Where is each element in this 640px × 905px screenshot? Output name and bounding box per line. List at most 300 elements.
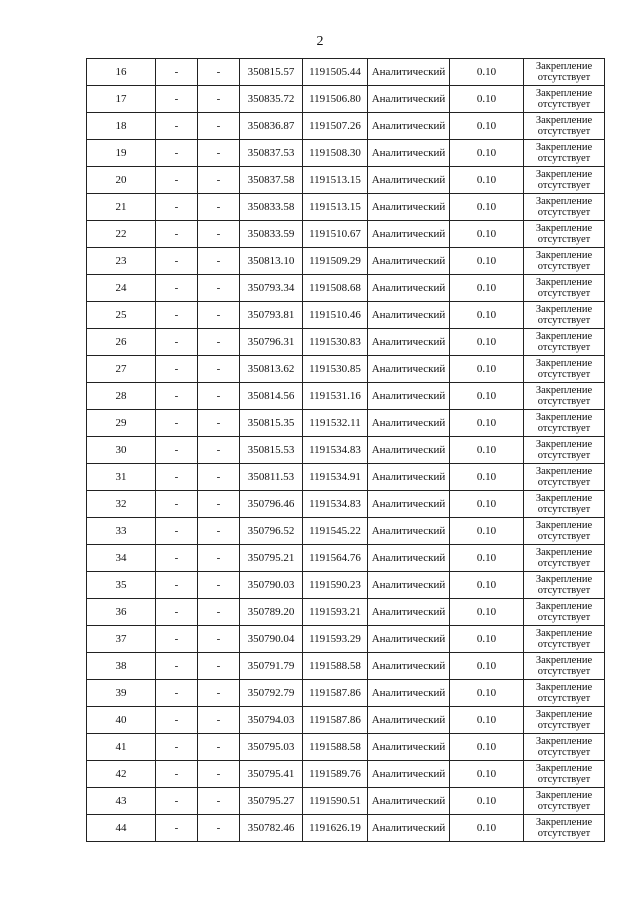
note-line-2: отсутствует xyxy=(537,747,591,758)
cell-x-coordinate: 350836.87 xyxy=(240,113,303,140)
cell-method: Аналитический xyxy=(368,788,450,815)
table-row xyxy=(87,167,605,194)
cell-fixing-note xyxy=(524,734,605,761)
note-line-1: Закрепление xyxy=(535,142,593,153)
cell-fixing-note xyxy=(524,815,605,842)
cell-point-number: 38 xyxy=(87,653,156,680)
note-line-2: отсутствует xyxy=(537,666,591,677)
cell-y-coordinate: 1191505.44 xyxy=(303,59,368,86)
cell-x-coordinate: 350837.53 xyxy=(240,140,303,167)
note-line-2: отсутствует xyxy=(537,126,591,137)
cell-y-coordinate: 1191587.86 xyxy=(303,707,368,734)
cell-method: Аналитический xyxy=(368,518,450,545)
cell-accuracy: 0.10 xyxy=(450,464,524,491)
cell-x-coordinate: 350796.52 xyxy=(240,518,303,545)
cell-fixing-note xyxy=(524,248,605,275)
note-line-1: Закрепление xyxy=(535,61,593,72)
cell-col-3: - xyxy=(156,86,198,113)
cell-accuracy: 0.10 xyxy=(450,221,524,248)
cell-method: Аналитический xyxy=(368,734,450,761)
cell-x-coordinate: 350792.79 xyxy=(240,680,303,707)
cell-col-3: - xyxy=(156,815,198,842)
cell-col-3: - xyxy=(156,356,198,383)
note-line-2: отсутствует xyxy=(537,423,591,434)
cell-accuracy: 0.10 xyxy=(450,383,524,410)
cell-col-4: - xyxy=(198,572,240,599)
note-line-1: Закрепление xyxy=(535,331,593,342)
cell-point-number: 20 xyxy=(87,167,156,194)
cell-point-number: 34 xyxy=(87,545,156,572)
cell-fixing-note xyxy=(524,221,605,248)
cell-x-coordinate: 350790.03 xyxy=(240,572,303,599)
cell-accuracy: 0.10 xyxy=(450,572,524,599)
note-line-2: отсутствует xyxy=(537,234,591,245)
cell-x-coordinate: 350795.41 xyxy=(240,761,303,788)
cell-fixing-note xyxy=(524,275,605,302)
cell-method: Аналитический xyxy=(368,572,450,599)
cell-x-coordinate: 350813.62 xyxy=(240,356,303,383)
cell-col-4: - xyxy=(198,275,240,302)
cell-method: Аналитический xyxy=(368,86,450,113)
table-body xyxy=(87,59,605,842)
cell-point-number: 23 xyxy=(87,248,156,275)
note-line-1: Закрепление xyxy=(535,115,593,126)
cell-col-3: - xyxy=(156,788,198,815)
cell-col-4: - xyxy=(198,113,240,140)
note-line-2: отсутствует xyxy=(537,153,591,164)
cell-method: Аналитический xyxy=(368,437,450,464)
note-line-2: отсутствует xyxy=(537,612,591,623)
cell-y-coordinate: 1191588.58 xyxy=(303,734,368,761)
note-line-2: отсутствует xyxy=(537,774,591,785)
cell-col-3: - xyxy=(156,761,198,788)
cell-point-number: 44 xyxy=(87,815,156,842)
cell-fixing-note xyxy=(524,329,605,356)
table-row xyxy=(87,464,605,491)
table-row xyxy=(87,572,605,599)
cell-col-3: - xyxy=(156,599,198,626)
note-line-2: отсутствует xyxy=(537,828,591,839)
table-row xyxy=(87,356,605,383)
cell-y-coordinate: 1191593.21 xyxy=(303,599,368,626)
cell-col-4: - xyxy=(198,140,240,167)
cell-fixing-note xyxy=(524,113,605,140)
cell-fixing-note xyxy=(524,140,605,167)
cell-y-coordinate: 1191590.51 xyxy=(303,788,368,815)
cell-fixing-note xyxy=(524,356,605,383)
cell-col-4: - xyxy=(198,761,240,788)
cell-y-coordinate: 1191534.83 xyxy=(303,491,368,518)
note-line-2: отсутствует xyxy=(537,207,591,218)
cell-col-4: - xyxy=(198,599,240,626)
cell-x-coordinate: 350782.46 xyxy=(240,815,303,842)
cell-fixing-note xyxy=(524,464,605,491)
cell-fixing-note xyxy=(524,680,605,707)
cell-col-3: - xyxy=(156,275,198,302)
cell-fixing-note xyxy=(524,518,605,545)
cell-point-number: 37 xyxy=(87,626,156,653)
note-line-2: отсутствует xyxy=(537,315,591,326)
cell-method: Аналитический xyxy=(368,626,450,653)
cell-accuracy: 0.10 xyxy=(450,275,524,302)
cell-method: Аналитический xyxy=(368,113,450,140)
cell-y-coordinate: 1191534.91 xyxy=(303,464,368,491)
cell-x-coordinate: 350833.59 xyxy=(240,221,303,248)
cell-col-4: - xyxy=(198,788,240,815)
cell-y-coordinate: 1191590.23 xyxy=(303,572,368,599)
cell-fixing-note xyxy=(524,491,605,518)
cell-y-coordinate: 1191532.11 xyxy=(303,410,368,437)
cell-fixing-note xyxy=(524,572,605,599)
table-row xyxy=(87,275,605,302)
cell-y-coordinate: 1191510.46 xyxy=(303,302,368,329)
cell-y-coordinate: 1191506.80 xyxy=(303,86,368,113)
note-line-2: отсутствует xyxy=(537,477,591,488)
cell-col-4: - xyxy=(198,518,240,545)
cell-method: Аналитический xyxy=(368,140,450,167)
cell-x-coordinate: 350815.57 xyxy=(240,59,303,86)
cell-accuracy: 0.10 xyxy=(450,626,524,653)
cell-point-number: 30 xyxy=(87,437,156,464)
cell-x-coordinate: 350795.27 xyxy=(240,788,303,815)
cell-method: Аналитический xyxy=(368,59,450,86)
cell-col-4: - xyxy=(198,734,240,761)
table-row xyxy=(87,491,605,518)
cell-fixing-note xyxy=(524,545,605,572)
cell-x-coordinate: 350790.04 xyxy=(240,626,303,653)
cell-fixing-note xyxy=(524,437,605,464)
table-row xyxy=(87,653,605,680)
note-line-2: отсутствует xyxy=(537,369,591,380)
cell-col-3: - xyxy=(156,734,198,761)
table-row xyxy=(87,248,605,275)
table-row xyxy=(87,140,605,167)
cell-col-4: - xyxy=(198,410,240,437)
note-line-2: отсутствует xyxy=(537,288,591,299)
cell-col-3: - xyxy=(156,302,198,329)
note-line-2: отсутствует xyxy=(537,693,591,704)
cell-col-4: - xyxy=(198,59,240,86)
cell-fixing-note xyxy=(524,59,605,86)
note-line-2: отсутствует xyxy=(537,180,591,191)
cell-point-number: 24 xyxy=(87,275,156,302)
note-line-1: Закрепление xyxy=(535,736,593,747)
cell-x-coordinate: 350789.20 xyxy=(240,599,303,626)
cell-x-coordinate: 350794.03 xyxy=(240,707,303,734)
cell-y-coordinate: 1191587.86 xyxy=(303,680,368,707)
cell-method: Аналитический xyxy=(368,545,450,572)
cell-x-coordinate: 350796.31 xyxy=(240,329,303,356)
cell-y-coordinate: 1191509.29 xyxy=(303,248,368,275)
cell-col-3: - xyxy=(156,113,198,140)
cell-method: Аналитический xyxy=(368,680,450,707)
cell-point-number: 17 xyxy=(87,86,156,113)
cell-method: Аналитический xyxy=(368,383,450,410)
cell-col-4: - xyxy=(198,86,240,113)
cell-col-3: - xyxy=(156,329,198,356)
cell-accuracy: 0.10 xyxy=(450,59,524,86)
table-row xyxy=(87,59,605,86)
cell-col-4: - xyxy=(198,248,240,275)
cell-x-coordinate: 350793.34 xyxy=(240,275,303,302)
cell-x-coordinate: 350795.03 xyxy=(240,734,303,761)
note-line-1: Закрепление xyxy=(535,223,593,234)
cell-fixing-note xyxy=(524,788,605,815)
cell-col-4: - xyxy=(198,815,240,842)
cell-y-coordinate: 1191564.76 xyxy=(303,545,368,572)
cell-method: Аналитический xyxy=(368,653,450,680)
cell-x-coordinate: 350795.21 xyxy=(240,545,303,572)
cell-point-number: 35 xyxy=(87,572,156,599)
cell-point-number: 19 xyxy=(87,140,156,167)
cell-method: Аналитический xyxy=(368,167,450,194)
cell-method: Аналитический xyxy=(368,356,450,383)
cell-accuracy: 0.10 xyxy=(450,599,524,626)
cell-x-coordinate: 350815.53 xyxy=(240,437,303,464)
cell-method: Аналитический xyxy=(368,194,450,221)
cell-col-4: - xyxy=(198,383,240,410)
cell-accuracy: 0.10 xyxy=(450,653,524,680)
note-line-1: Закрепление xyxy=(535,628,593,639)
cell-y-coordinate: 1191531.16 xyxy=(303,383,368,410)
cell-col-3: - xyxy=(156,518,198,545)
cell-x-coordinate: 350813.10 xyxy=(240,248,303,275)
table-row xyxy=(87,194,605,221)
cell-accuracy: 0.10 xyxy=(450,734,524,761)
cell-fixing-note xyxy=(524,599,605,626)
note-line-1: Закрепление xyxy=(535,709,593,720)
note-line-2: отсутствует xyxy=(537,639,591,650)
note-line-1: Закрепление xyxy=(535,466,593,477)
note-line-1: Закрепление xyxy=(535,277,593,288)
table-row xyxy=(87,680,605,707)
page-number: 2 xyxy=(316,34,324,49)
note-line-2: отсутствует xyxy=(537,558,591,569)
note-line-1: Закрепление xyxy=(535,439,593,450)
cell-col-3: - xyxy=(156,572,198,599)
cell-col-4: - xyxy=(198,626,240,653)
table-row xyxy=(87,761,605,788)
cell-point-number: 43 xyxy=(87,788,156,815)
cell-method: Аналитический xyxy=(368,464,450,491)
cell-accuracy: 0.10 xyxy=(450,437,524,464)
cell-y-coordinate: 1191545.22 xyxy=(303,518,368,545)
cell-y-coordinate: 1191513.15 xyxy=(303,194,368,221)
cell-y-coordinate: 1191530.85 xyxy=(303,356,368,383)
cell-accuracy: 0.10 xyxy=(450,707,524,734)
cell-col-4: - xyxy=(198,194,240,221)
cell-fixing-note xyxy=(524,86,605,113)
cell-method: Аналитический xyxy=(368,329,450,356)
cell-col-3: - xyxy=(156,167,198,194)
note-line-2: отсутствует xyxy=(537,261,591,272)
cell-col-4: - xyxy=(198,167,240,194)
cell-x-coordinate: 350791.79 xyxy=(240,653,303,680)
cell-method: Аналитический xyxy=(368,275,450,302)
cell-col-4: - xyxy=(198,329,240,356)
cell-accuracy: 0.10 xyxy=(450,491,524,518)
note-line-1: Закрепление xyxy=(535,304,593,315)
cell-method: Аналитический xyxy=(368,815,450,842)
note-line-1: Закрепление xyxy=(535,169,593,180)
cell-accuracy: 0.10 xyxy=(450,302,524,329)
table-row xyxy=(87,599,605,626)
cell-point-number: 27 xyxy=(87,356,156,383)
table-row xyxy=(87,437,605,464)
table-row xyxy=(87,815,605,842)
note-line-1: Закрепление xyxy=(535,790,593,801)
note-line-1: Закрепление xyxy=(535,358,593,369)
cell-accuracy: 0.10 xyxy=(450,518,524,545)
note-line-1: Закрепление xyxy=(535,763,593,774)
table-row xyxy=(87,788,605,815)
cell-point-number: 26 xyxy=(87,329,156,356)
cell-point-number: 25 xyxy=(87,302,156,329)
cell-accuracy: 0.10 xyxy=(450,356,524,383)
note-line-2: отсутствует xyxy=(537,450,591,461)
cell-accuracy: 0.10 xyxy=(450,167,524,194)
note-line-2: отсутствует xyxy=(537,720,591,731)
cell-col-3: - xyxy=(156,437,198,464)
cell-y-coordinate: 1191589.76 xyxy=(303,761,368,788)
cell-fixing-note xyxy=(524,626,605,653)
cell-col-4: - xyxy=(198,356,240,383)
note-line-2: отсутствует xyxy=(537,342,591,353)
note-line-2: отсутствует xyxy=(537,504,591,515)
cell-x-coordinate: 350835.72 xyxy=(240,86,303,113)
coordinates-table xyxy=(86,58,605,842)
note-line-1: Закрепление xyxy=(535,493,593,504)
cell-y-coordinate: 1191508.30 xyxy=(303,140,368,167)
cell-col-3: - xyxy=(156,59,198,86)
cell-col-4: - xyxy=(198,437,240,464)
cell-method: Аналитический xyxy=(368,410,450,437)
cell-fixing-note xyxy=(524,302,605,329)
note-line-1: Закрепление xyxy=(535,412,593,423)
note-line-2: отсутствует xyxy=(537,396,591,407)
cell-fixing-note xyxy=(524,383,605,410)
cell-method: Аналитический xyxy=(368,248,450,275)
cell-col-3: - xyxy=(156,410,198,437)
cell-fixing-note xyxy=(524,653,605,680)
cell-col-4: - xyxy=(198,221,240,248)
note-line-1: Закрепление xyxy=(535,88,593,99)
cell-point-number: 29 xyxy=(87,410,156,437)
cell-accuracy: 0.10 xyxy=(450,761,524,788)
table-row xyxy=(87,410,605,437)
cell-accuracy: 0.10 xyxy=(450,86,524,113)
table-row xyxy=(87,626,605,653)
cell-point-number: 22 xyxy=(87,221,156,248)
cell-x-coordinate: 350833.58 xyxy=(240,194,303,221)
cell-col-3: - xyxy=(156,383,198,410)
cell-fixing-note xyxy=(524,194,605,221)
cell-accuracy: 0.10 xyxy=(450,545,524,572)
cell-accuracy: 0.10 xyxy=(450,140,524,167)
note-line-1: Закрепление xyxy=(535,682,593,693)
note-line-2: отсутствует xyxy=(537,72,591,83)
cell-y-coordinate: 1191593.29 xyxy=(303,626,368,653)
table-row xyxy=(87,518,605,545)
cell-col-3: - xyxy=(156,707,198,734)
note-line-2: отсутствует xyxy=(537,585,591,596)
note-line-2: отсутствует xyxy=(537,801,591,812)
cell-col-3: - xyxy=(156,680,198,707)
cell-method: Аналитический xyxy=(368,599,450,626)
cell-point-number: 28 xyxy=(87,383,156,410)
cell-point-number: 36 xyxy=(87,599,156,626)
cell-method: Аналитический xyxy=(368,221,450,248)
cell-method: Аналитический xyxy=(368,707,450,734)
cell-point-number: 16 xyxy=(87,59,156,86)
cell-x-coordinate: 350796.46 xyxy=(240,491,303,518)
cell-point-number: 42 xyxy=(87,761,156,788)
cell-fixing-note xyxy=(524,167,605,194)
cell-col-3: - xyxy=(156,653,198,680)
cell-accuracy: 0.10 xyxy=(450,680,524,707)
note-line-1: Закрепление xyxy=(535,817,593,828)
cell-x-coordinate: 350811.53 xyxy=(240,464,303,491)
cell-fixing-note xyxy=(524,761,605,788)
table-row xyxy=(87,302,605,329)
cell-y-coordinate: 1191626.19 xyxy=(303,815,368,842)
cell-y-coordinate: 1191510.67 xyxy=(303,221,368,248)
cell-point-number: 40 xyxy=(87,707,156,734)
cell-y-coordinate: 1191534.83 xyxy=(303,437,368,464)
cell-method: Аналитический xyxy=(368,491,450,518)
note-line-1: Закрепление xyxy=(535,574,593,585)
cell-accuracy: 0.10 xyxy=(450,113,524,140)
table-row xyxy=(87,113,605,140)
note-line-2: отсутствует xyxy=(537,99,591,110)
cell-x-coordinate: 350815.35 xyxy=(240,410,303,437)
note-line-2: отсутствует xyxy=(537,531,591,542)
table-row xyxy=(87,383,605,410)
cell-point-number: 21 xyxy=(87,194,156,221)
note-line-1: Закрепление xyxy=(535,250,593,261)
cell-method: Аналитический xyxy=(368,761,450,788)
cell-col-3: - xyxy=(156,140,198,167)
cell-fixing-note xyxy=(524,410,605,437)
cell-y-coordinate: 1191588.58 xyxy=(303,653,368,680)
table-row xyxy=(87,545,605,572)
note-line-1: Закрепление xyxy=(535,547,593,558)
cell-point-number: 33 xyxy=(87,518,156,545)
cell-col-3: - xyxy=(156,221,198,248)
cell-col-3: - xyxy=(156,194,198,221)
cell-point-number: 31 xyxy=(87,464,156,491)
cell-y-coordinate: 1191508.68 xyxy=(303,275,368,302)
cell-col-4: - xyxy=(198,464,240,491)
cell-col-4: - xyxy=(198,302,240,329)
cell-col-4: - xyxy=(198,653,240,680)
cell-y-coordinate: 1191530.83 xyxy=(303,329,368,356)
cell-x-coordinate: 350814.56 xyxy=(240,383,303,410)
cell-col-3: - xyxy=(156,248,198,275)
table-row xyxy=(87,86,605,113)
cell-col-4: - xyxy=(198,707,240,734)
cell-point-number: 18 xyxy=(87,113,156,140)
cell-y-coordinate: 1191513.15 xyxy=(303,167,368,194)
note-line-1: Закрепление xyxy=(535,655,593,666)
cell-point-number: 41 xyxy=(87,734,156,761)
table-row xyxy=(87,734,605,761)
cell-accuracy: 0.10 xyxy=(450,815,524,842)
cell-point-number: 39 xyxy=(87,680,156,707)
note-line-1: Закрепление xyxy=(535,385,593,396)
cell-method: Аналитический xyxy=(368,302,450,329)
cell-accuracy: 0.10 xyxy=(450,248,524,275)
